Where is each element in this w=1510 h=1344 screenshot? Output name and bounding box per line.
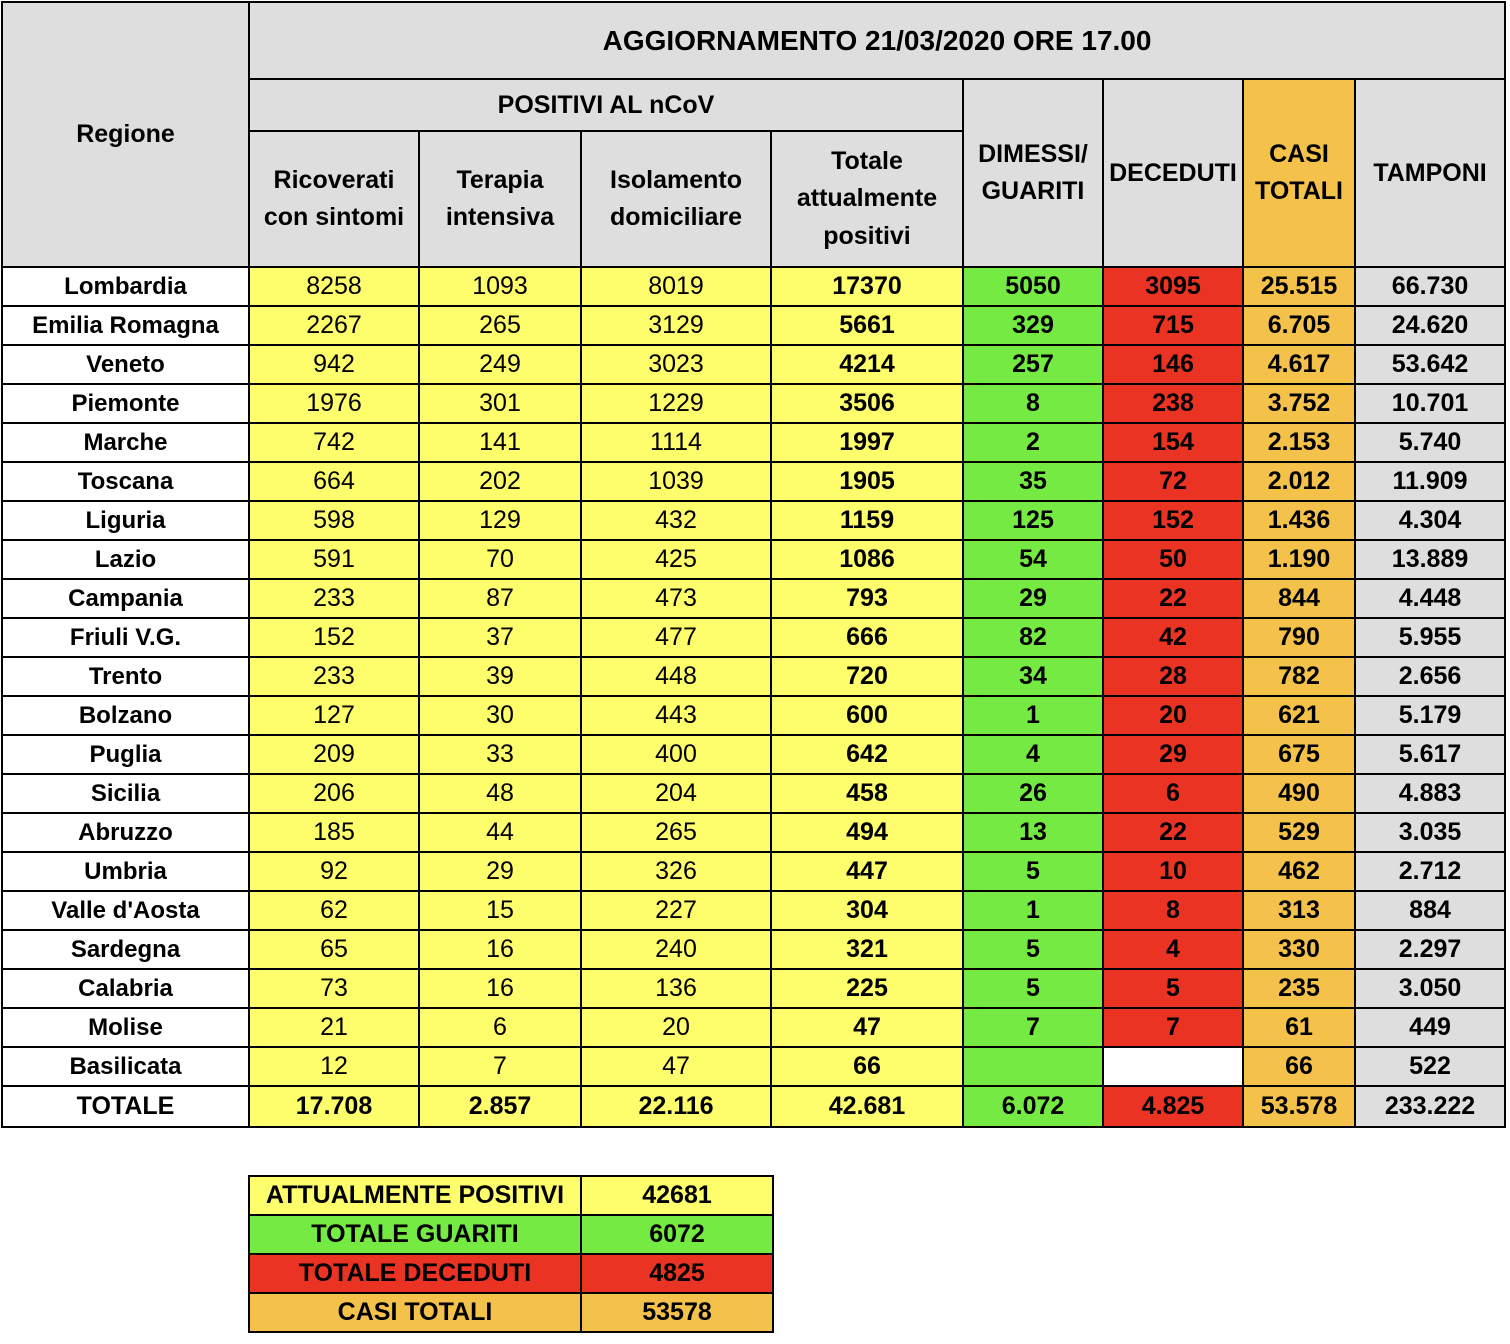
total-terapia: 2.857 [419,1086,581,1127]
cell-ricoverati: 127 [249,696,419,735]
cell-totale: 447 [771,852,963,891]
table-row [2,384,1505,423]
cell-terapia: 16 [419,969,581,1008]
cell-tamponi: 3.035 [1355,813,1505,852]
cell-dimessi: 257 [963,345,1103,384]
cell-terapia: 39 [419,657,581,696]
total-tamponi: 233.222 [1355,1086,1505,1127]
cell-tamponi: 884 [1355,891,1505,930]
header-casi-line1: CASI [1269,139,1329,168]
cell-terapia: 202 [419,462,581,501]
cell-casi: 462 [1243,852,1355,891]
table-row [2,306,1505,345]
cell-dimessi: 5050 [963,267,1103,306]
cell-deceduti: 7 [1103,1008,1243,1047]
cell-casi: 6.705 [1243,306,1355,345]
cell-deceduti: 6 [1103,774,1243,813]
cell-deceduti: 8 [1103,891,1243,930]
cell-isolamento: 3129 [581,306,771,345]
table-row [2,774,1505,813]
cell-dimessi: 2 [963,423,1103,462]
table-row [2,579,1505,618]
cell-casi: 621 [1243,696,1355,735]
cell-dimessi: 34 [963,657,1103,696]
cell-dimessi: 125 [963,501,1103,540]
header-totale-line1: Totale [831,146,903,175]
summary-row [249,1176,773,1215]
cell-ricoverati: 65 [249,930,419,969]
header-totale-line2: attualmente [796,184,938,213]
total-label: TOTALE [2,1086,249,1127]
summary-label: CASI TOTALI [249,1293,581,1332]
cell-casi: 675 [1243,735,1355,774]
cell-ricoverati: 233 [249,657,419,696]
cell-totale: 720 [771,657,963,696]
table-row [2,657,1505,696]
header-dimessi-line1: DIMESSI/ [978,139,1088,168]
table-row [2,1008,1505,1047]
cell-ricoverati: 152 [249,618,419,657]
cell-terapia: 16 [419,930,581,969]
summary-body [249,1176,773,1332]
cell-isolamento: 20 [581,1008,771,1047]
table-row [2,969,1505,1008]
cell-casi: 1.190 [1243,540,1355,579]
cell-regione: Calabria [2,969,249,1008]
table-row [2,891,1505,930]
header-regione: Regione [2,2,249,267]
cell-isolamento: 432 [581,501,771,540]
cell-tamponi: 11.909 [1355,462,1505,501]
cell-tamponi: 53.642 [1355,345,1505,384]
header-terapia-line1: Terapia [456,165,544,194]
cell-deceduti: 72 [1103,462,1243,501]
cell-totale: 5661 [771,306,963,345]
header-casi-totali [1243,79,1355,267]
cell-regione: Marche [2,423,249,462]
table-row [2,930,1505,969]
cell-casi: 4.617 [1243,345,1355,384]
table-row [2,618,1505,657]
cell-isolamento: 227 [581,891,771,930]
cell-deceduti: 42 [1103,618,1243,657]
cell-casi: 490 [1243,774,1355,813]
summary-table [248,1175,774,1333]
cell-deceduti: 10 [1103,852,1243,891]
cell-totale: 458 [771,774,963,813]
cell-deceduti: 50 [1103,540,1243,579]
cell-casi: 66 [1243,1047,1355,1086]
cell-ricoverati: 73 [249,969,419,1008]
cell-tamponi: 4.304 [1355,501,1505,540]
total-totale: 42.681 [771,1086,963,1127]
cell-regione: Abruzzo [2,813,249,852]
cell-ricoverati: 206 [249,774,419,813]
cell-isolamento: 3023 [581,345,771,384]
cell-terapia: 6 [419,1008,581,1047]
header-dimessi [963,79,1103,267]
cell-tamponi: 24.620 [1355,306,1505,345]
cell-terapia: 48 [419,774,581,813]
total-ricoverati: 17.708 [249,1086,419,1127]
cell-tamponi: 522 [1355,1047,1505,1086]
cell-ricoverati: 233 [249,579,419,618]
cell-isolamento: 443 [581,696,771,735]
covid-regional-table [1,1,1506,1128]
cell-totale: 47 [771,1008,963,1047]
cell-regione: Puglia [2,735,249,774]
cell-terapia: 7 [419,1047,581,1086]
cell-dimessi: 1 [963,696,1103,735]
cell-totale: 304 [771,891,963,930]
cell-dimessi: 29 [963,579,1103,618]
cell-terapia: 70 [419,540,581,579]
cell-isolamento: 400 [581,735,771,774]
table-body [2,2,1505,1127]
summary-label: TOTALE DECEDUTI [249,1254,581,1293]
cell-ricoverati: 1976 [249,384,419,423]
cell-regione: Bolzano [2,696,249,735]
table-row [2,462,1505,501]
cell-regione: Veneto [2,345,249,384]
cell-totale: 17370 [771,267,963,306]
cell-deceduti: 28 [1103,657,1243,696]
cell-dimessi [963,1047,1103,1086]
header-isolamento-line2: domiciliare [610,203,742,231]
cell-casi: 2.012 [1243,462,1355,501]
cell-isolamento: 47 [581,1047,771,1086]
header-tamponi: TAMPONI [1355,79,1505,267]
cell-isolamento: 425 [581,540,771,579]
cell-casi: 235 [1243,969,1355,1008]
cell-terapia: 33 [419,735,581,774]
table-row [2,540,1505,579]
cell-isolamento: 8019 [581,267,771,306]
cell-totale: 321 [771,930,963,969]
cell-totale: 642 [771,735,963,774]
cell-totale: 225 [771,969,963,1008]
cell-deceduti: 29 [1103,735,1243,774]
cell-tamponi: 2.297 [1355,930,1505,969]
cell-casi: 1.436 [1243,501,1355,540]
cell-terapia: 37 [419,618,581,657]
summary-value: 42681 [581,1176,773,1215]
cell-regione: Lazio [2,540,249,579]
cell-terapia: 129 [419,501,581,540]
table-row [2,345,1505,384]
total-casi: 53.578 [1243,1086,1355,1127]
cell-casi: 3.752 [1243,384,1355,423]
cell-isolamento: 136 [581,969,771,1008]
table-row [2,735,1505,774]
cell-deceduti: 238 [1103,384,1243,423]
header-totale-line3: positivi [823,221,911,250]
cell-dimessi: 329 [963,306,1103,345]
table-row [2,1047,1505,1086]
cell-regione: Trento [2,657,249,696]
cell-tamponi: 5.955 [1355,618,1505,657]
table-row [2,696,1505,735]
cell-dimessi: 5 [963,852,1103,891]
cell-casi: 782 [1243,657,1355,696]
cell-totale: 666 [771,618,963,657]
table-row [2,813,1505,852]
total-dimessi: 6.072 [963,1086,1103,1127]
cell-ricoverati: 185 [249,813,419,852]
cell-casi: 844 [1243,579,1355,618]
cell-ricoverati: 21 [249,1008,419,1047]
cell-regione: Lombardia [2,267,249,306]
cell-ricoverati: 591 [249,540,419,579]
cell-tamponi: 449 [1355,1008,1505,1047]
cell-deceduti: 152 [1103,501,1243,540]
header-terapia [419,131,581,267]
summary-label: ATTUALMENTE POSITIVI [249,1176,581,1215]
cell-isolamento: 1114 [581,423,771,462]
header-positivi-group: POSITIVI AL nCoV [249,79,963,131]
header-ricoverati-line2: con sintomi [263,203,405,231]
cell-terapia: 1093 [419,267,581,306]
cell-ricoverati: 2267 [249,306,419,345]
cell-casi: 529 [1243,813,1355,852]
cell-deceduti: 4 [1103,930,1243,969]
cell-casi: 61 [1243,1008,1355,1047]
cell-totale: 1159 [771,501,963,540]
cell-isolamento: 473 [581,579,771,618]
cell-totale: 1905 [771,462,963,501]
cell-dimessi: 4 [963,735,1103,774]
cell-ricoverati: 12 [249,1047,419,1086]
header-totale-positivi [771,131,963,267]
table-title: AGGIORNAMENTO 21/03/2020 ORE 17.00 [249,2,1505,79]
cell-deceduti: 3095 [1103,267,1243,306]
summary-value: 53578 [581,1293,773,1332]
header-ricoverati-line1: Ricoverati [273,165,395,194]
cell-regione: Toscana [2,462,249,501]
cell-ricoverati: 209 [249,735,419,774]
cell-dimessi: 8 [963,384,1103,423]
cell-ricoverati: 598 [249,501,419,540]
table-row [2,423,1505,462]
summary-value: 6072 [581,1215,773,1254]
cell-dimessi: 35 [963,462,1103,501]
cell-deceduti: 715 [1103,306,1243,345]
cell-tamponi: 13.889 [1355,540,1505,579]
cell-tamponi: 5.740 [1355,423,1505,462]
cell-regione: Emilia Romagna [2,306,249,345]
cell-casi: 790 [1243,618,1355,657]
cell-terapia: 44 [419,813,581,852]
cell-terapia: 301 [419,384,581,423]
cell-ricoverati: 664 [249,462,419,501]
cell-deceduti: 22 [1103,579,1243,618]
header-dimessi-line2: GUARITI [981,177,1085,205]
cell-ricoverati: 8258 [249,267,419,306]
cell-isolamento: 240 [581,930,771,969]
cell-deceduti [1103,1047,1243,1086]
header-casi-line2: TOTALI [1255,177,1343,205]
cell-dimessi: 5 [963,969,1103,1008]
cell-deceduti: 20 [1103,696,1243,735]
cell-ricoverati: 942 [249,345,419,384]
cell-ricoverati: 62 [249,891,419,930]
cell-tamponi: 5.179 [1355,696,1505,735]
cell-terapia: 15 [419,891,581,930]
cell-totale: 600 [771,696,963,735]
total-deceduti: 4.825 [1103,1086,1243,1127]
cell-tamponi: 5.617 [1355,735,1505,774]
cell-casi: 330 [1243,930,1355,969]
cell-dimessi: 54 [963,540,1103,579]
cell-isolamento: 326 [581,852,771,891]
header-deceduti: DECEDUTI [1103,79,1243,267]
summary-row [249,1254,773,1293]
summary-value: 4825 [581,1254,773,1293]
cell-dimessi: 26 [963,774,1103,813]
cell-tamponi: 10.701 [1355,384,1505,423]
cell-terapia: 29 [419,852,581,891]
summary-row [249,1215,773,1254]
header-isolamento-line1: Isolamento [610,165,742,194]
table-row [2,852,1505,891]
header-ricoverati [249,131,419,267]
cell-dimessi: 82 [963,618,1103,657]
total-isolamento: 22.116 [581,1086,771,1127]
cell-totale: 793 [771,579,963,618]
cell-tamponi: 2.712 [1355,852,1505,891]
cell-totale: 66 [771,1047,963,1086]
cell-totale: 1086 [771,540,963,579]
cell-isolamento: 448 [581,657,771,696]
cell-terapia: 30 [419,696,581,735]
cell-terapia: 87 [419,579,581,618]
summary-row [249,1293,773,1332]
cell-dimessi: 1 [963,891,1103,930]
cell-regione: Friuli V.G. [2,618,249,657]
cell-regione: Campania [2,579,249,618]
cell-tamponi: 4.448 [1355,579,1505,618]
cell-terapia: 141 [419,423,581,462]
cell-regione: Valle d'Aosta [2,891,249,930]
table-row [2,267,1505,306]
cell-regione: Piemonte [2,384,249,423]
table-row [2,501,1505,540]
cell-totale: 1997 [771,423,963,462]
cell-ricoverati: 92 [249,852,419,891]
cell-terapia: 249 [419,345,581,384]
cell-dimessi: 5 [963,930,1103,969]
cell-dimessi: 13 [963,813,1103,852]
cell-deceduti: 22 [1103,813,1243,852]
cell-terapia: 265 [419,306,581,345]
cell-totale: 3506 [771,384,963,423]
cell-isolamento: 204 [581,774,771,813]
cell-isolamento: 477 [581,618,771,657]
cell-regione: Sardegna [2,930,249,969]
cell-tamponi: 4.883 [1355,774,1505,813]
cell-regione: Umbria [2,852,249,891]
header-terapia-line2: intensiva [445,203,555,231]
cell-isolamento: 265 [581,813,771,852]
cell-isolamento: 1039 [581,462,771,501]
cell-tamponi: 66.730 [1355,267,1505,306]
cell-casi: 313 [1243,891,1355,930]
cell-deceduti: 146 [1103,345,1243,384]
cell-casi: 25.515 [1243,267,1355,306]
cell-casi: 2.153 [1243,423,1355,462]
cell-regione: Sicilia [2,774,249,813]
cell-regione: Liguria [2,501,249,540]
cell-deceduti: 5 [1103,969,1243,1008]
total-row [2,1086,1505,1127]
header-isolamento [581,131,771,267]
cell-regione: Basilicata [2,1047,249,1086]
summary-label: TOTALE GUARITI [249,1215,581,1254]
cell-tamponi: 3.050 [1355,969,1505,1008]
cell-tamponi: 2.656 [1355,657,1505,696]
cell-totale: 494 [771,813,963,852]
cell-totale: 4214 [771,345,963,384]
cell-regione: Molise [2,1008,249,1047]
cell-deceduti: 154 [1103,423,1243,462]
cell-ricoverati: 742 [249,423,419,462]
cell-isolamento: 1229 [581,384,771,423]
cell-dimessi: 7 [963,1008,1103,1047]
